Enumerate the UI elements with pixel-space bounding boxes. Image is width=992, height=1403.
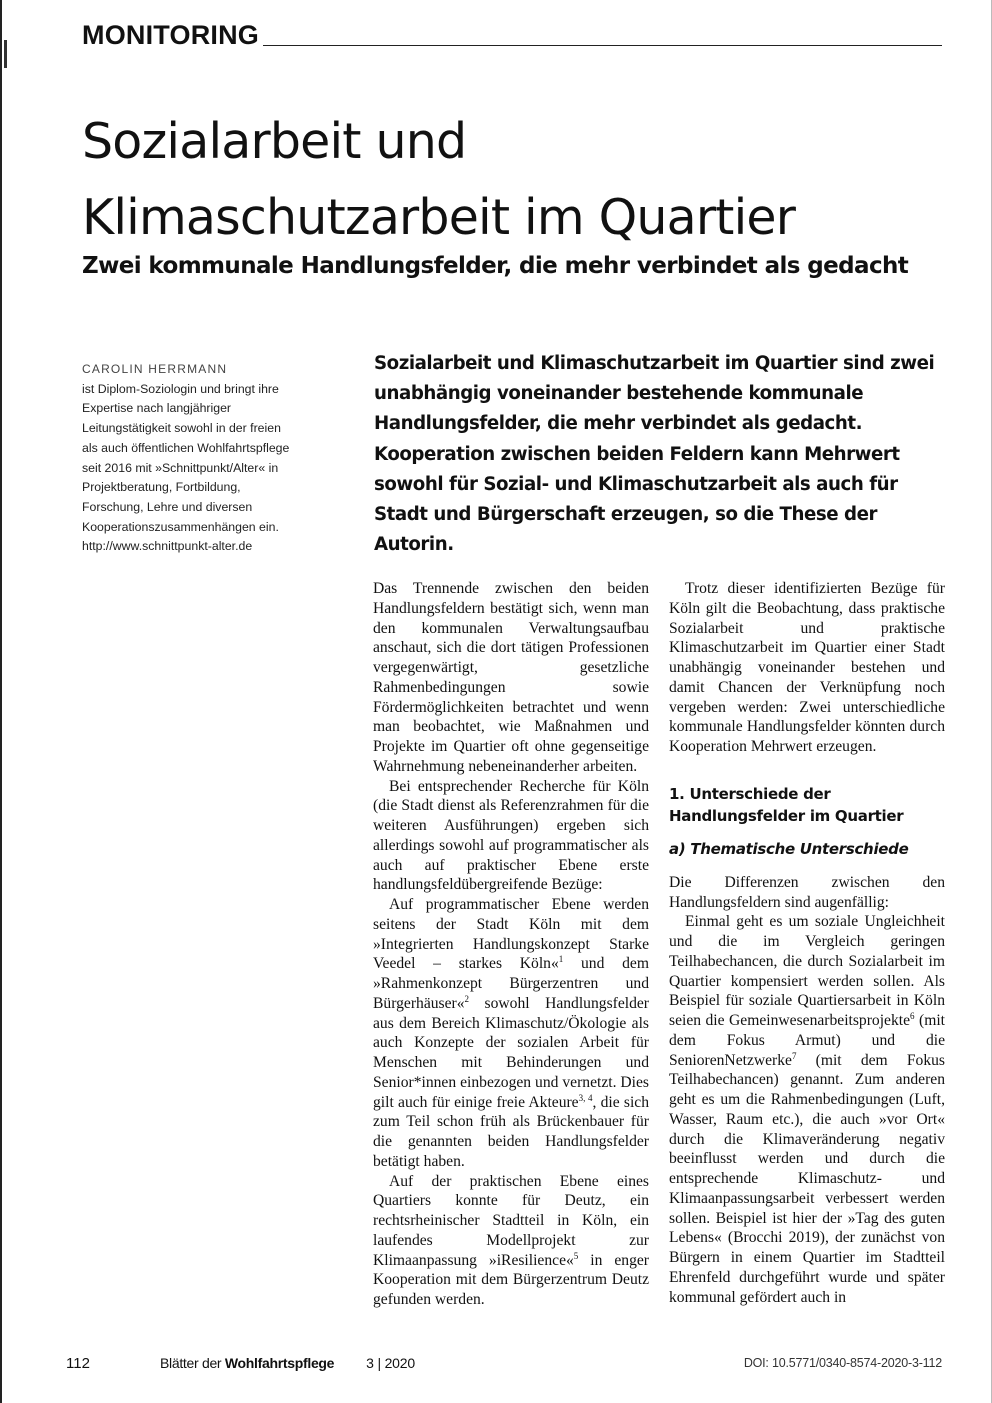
footnote-ref[interactable]: 1 (558, 954, 564, 965)
text-run: Auf programmatischer Ebene werden seitens der Stadt Köln mit dem »Integrierten Handlungskonzept Starke Veedel – starkes Köln« (373, 896, 649, 973)
text-run: (mit dem Fokus Teilhabechancen) genannt. Zum anderen geht es um die Rahmenbedingungen (Luft, Wasser, Raum etc.), die auch »vor Ort« durch die Klimaveränderung negativ beeinflusst werden und durch die entsprechende Klimaschutz- und Klimaanpassungsarbeit verbessert werden sollen. Beispiel ist hier der »Tag des guten Lebens« (Brocchi 2019), der zunächst von Bürgern in einem Quartier im Stadtteil Ehrenfeld durchgeführt wurde und später kommunal gefördert auch in (669, 1051, 945, 1306)
text-run: und dem »Rahmenkonzept Bürgerzentren und Bürgerhäuser« (373, 955, 649, 1012)
author-name: CAROLIN HERRMANN (82, 362, 228, 376)
journal-name (160, 1355, 334, 1371)
author-bio: ist Diplom-Soziologin und bringt ihre Expertise nach langjähriger Leitungstätigkeit sowohl in der freien als auch öffentlichen Wohlfahrtspflege seit 2016 mit »Schnittpunkt/Alter« in Projektberatung, Fortbildung, Forschung, Lehre und diversen Kooperationszusammenhängen ein. (82, 381, 290, 534)
paragraph (373, 1172, 649, 1310)
section-label: MONITORING (82, 20, 259, 50)
text-run: in enger Kooperation mit dem Bürgerzentrum Deutz gefunden werden. (373, 1251, 649, 1308)
title-line-1: Sozialarbeit und (82, 113, 467, 170)
section-heading: 1. Unterschiede der Handlungsfelder im Quartier (669, 784, 904, 825)
footnote-ref[interactable]: 7 (791, 1050, 797, 1061)
body-column-right (669, 579, 945, 1307)
article-subtitle: Zwei kommunale Handlungsfelder, die mehr verbindet als gedacht (82, 253, 909, 279)
paragraph: Die Differenzen zwischen den Handlungsfeldern sind augenfällig: (669, 873, 945, 911)
paragraph: Bei entsprechender Recherche für Köln (die Stadt dienst als Referenzrahmen für die weiteren Ausführungen) ergeben sich allerdings sowohl auf programmatischer als auch auf praktischer Ebene erste handlungsfeldübergreifende Bezüge: (373, 777, 649, 894)
doi[interactable]: DOI: 10.5771/0340-8574-2020-3-112 (743, 1356, 942, 1370)
article-title (82, 104, 795, 256)
footnote-ref[interactable]: 3, 4 (578, 1092, 593, 1103)
text-run: Einmal geht es um soziale Ungleichheit und die im Vergleich geringen Teilhabechancen, die durch Sozialarbeit im Quartier kompensiert werden sollen. Als Beispiel für soziale Quartiersarbeit in Köln seien die Gemeinwesenarbeitsprojekte (669, 913, 945, 1029)
text-run: sowohl Handlungsfelder aus dem Bereich Klimaschutz/Ökologie als auch Konzepte der sozialen Arbeit für Menschen mit Behinderungen und Senior*innen einbezogen und vernetzt. Dies gilt auch für einige freie Akteure (373, 994, 649, 1111)
journal-title: Wohlfahrtspflege (224, 1355, 335, 1371)
page-footer (66, 1352, 942, 1374)
text-run: , die sich zum Teil schon früh als Brückenbauer für die genannten beiden Handlungsfelder betätigt haben. (373, 1093, 649, 1170)
paragraph (373, 895, 649, 1172)
author-url[interactable]: http://www.schnittpunkt-alter.de (82, 539, 253, 554)
subsection-heading: a) Thematische Unterschiede (669, 839, 909, 858)
footnote-ref[interactable]: 6 (910, 1010, 915, 1021)
section-rule (263, 45, 942, 46)
paragraph: Trotz dieser identifizierten Bezüge für Köln gilt die Beobachtung, dass praktische Sozialarbeit und praktische Klimaschutzarbeit im Quartier einer Stadt unabhängig voneinander bestehen und damit Chancen der Verknüpfung noch vergeben werden: Zwei unterschiedliche kommunale Handlungsfelder könnten durch Kooperation Mehrwert erzeugen. (669, 580, 945, 755)
journal-prefix: Blätter der (160, 1355, 225, 1371)
footnote-ref[interactable]: 2 (464, 993, 470, 1004)
title-line-2: Klimaschutzarbeit im Quartier (82, 189, 796, 246)
text-run: (mit dem Fokus Armut) und die SeniorenNetzwerke (669, 1012, 945, 1069)
paragraph: Das Trennende zwischen den beiden Handlungsfeldern bestätigt sich, wenn man den kommunalen Verwaltungsaufbau anschaut, sich die dort tätigen Professionen vergegenwärtigt, gesetzliche Rahmenbedingungen sowie Fördermöglichkeiten betrachtet und wenn man beobachtet, wie Maßnahmen und Projekte im Quartier oft ohne gegenseitige Wahrnehmung nebeneinanderher arbeiten. (373, 580, 649, 775)
footnote-ref[interactable]: 5 (573, 1250, 579, 1261)
scan-edge (0, 0, 2, 1403)
scan-mark (4, 40, 7, 68)
article-lead: Sozialarbeit und Klimaschutzarbeit im Quartier sind zwei unabhängig voneinander bestehende kommunale Handlungsfelder, die mehr verbindet als gedacht. Kooperation zwischen beiden Feldern kann Mehrwert sowohl für Sozial- und Klimaschutzarbeit als auch für Stadt und Bürgerschaft erzeugen, so die These der Autorin. (374, 353, 935, 556)
paragraph (669, 912, 945, 1307)
issue-number: 3 | 2020 (366, 1355, 415, 1371)
author-box (82, 360, 297, 557)
text-run: Auf der praktischen Ebene eines Quartiers konnte für Deutz, ein rechtsrheinischer Stadtteil in Köln, ein laufendes Modellprojekt zur Klimaanpassung »iResilience« (373, 1172, 649, 1269)
body-column-left (373, 579, 649, 1310)
section-header (82, 22, 942, 49)
page-number: 112 (66, 1354, 90, 1372)
